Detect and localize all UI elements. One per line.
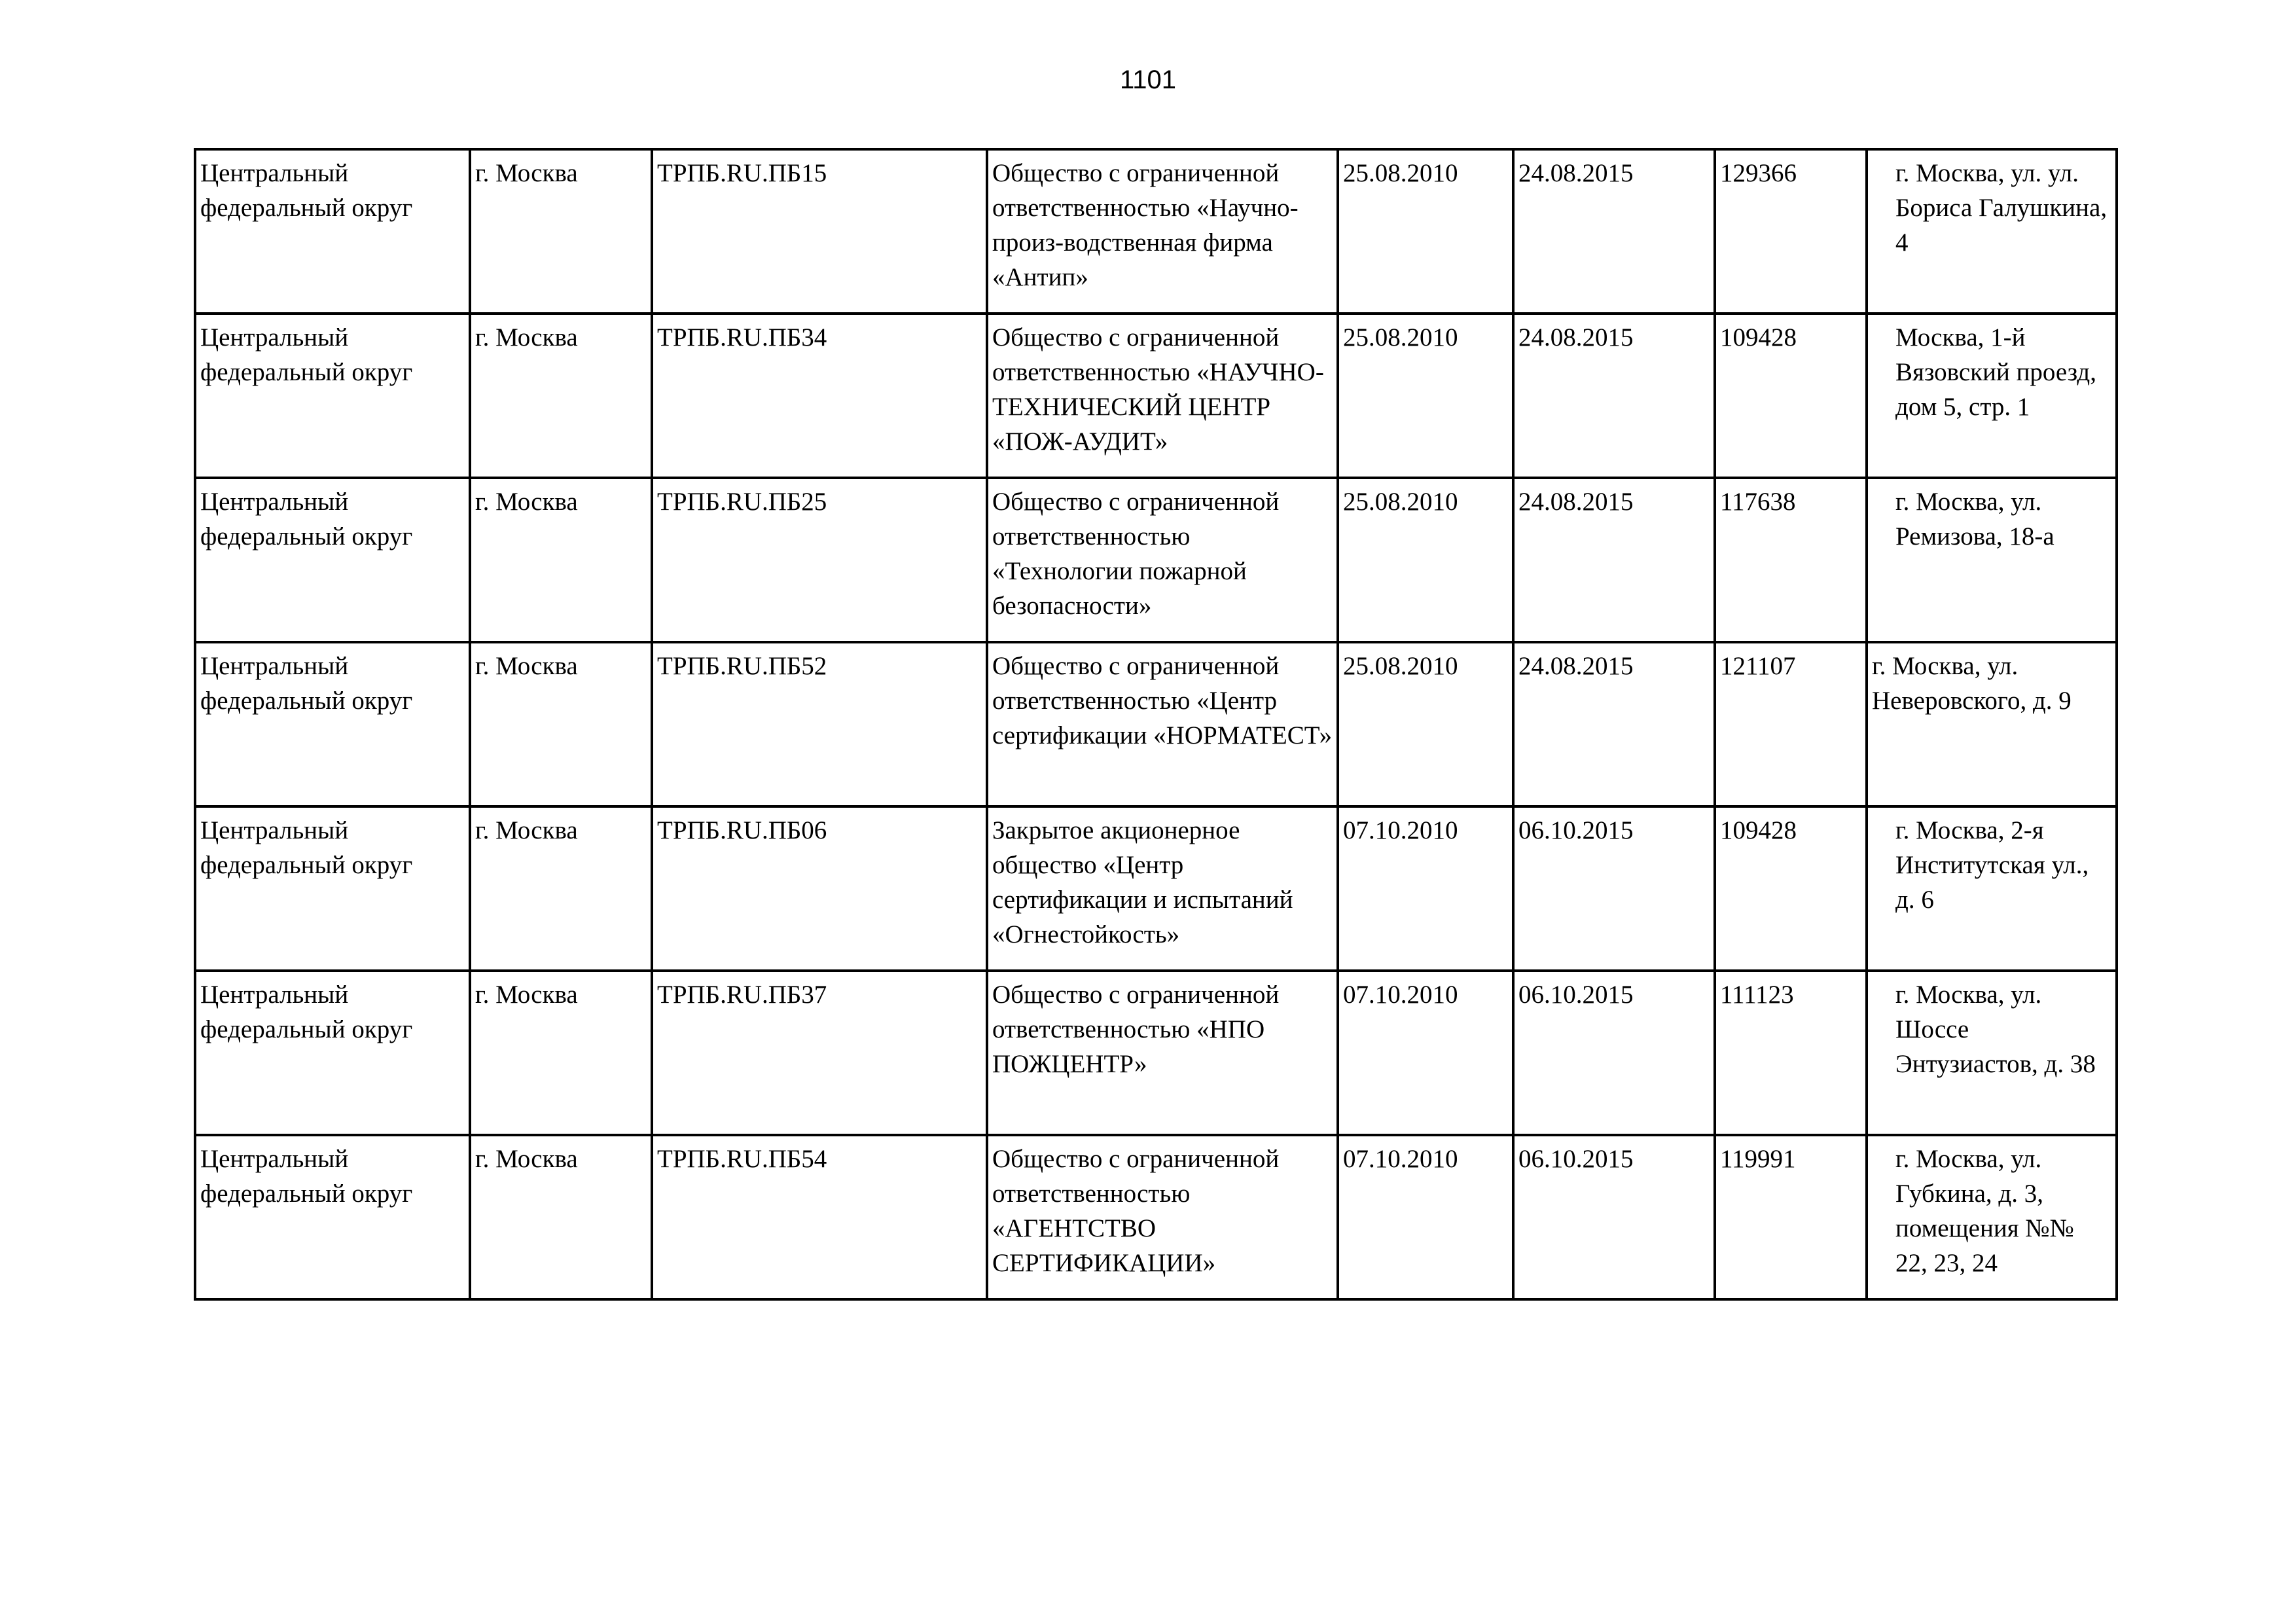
address-text: г. Москва, ул. Ремизова, 18-а	[1895, 488, 2054, 550]
expiry-date-cell: 24.08.2015	[1513, 314, 1715, 478]
postal-index-cell: 129366	[1715, 149, 1867, 314]
district-cell: Центральный федеральный округ	[195, 149, 470, 314]
expiry-date-cell: 24.08.2015	[1513, 642, 1715, 806]
address-cell	[1867, 314, 2117, 478]
issue-date-cell: 25.08.2010	[1338, 642, 1513, 806]
expiry-date-cell: 06.10.2015	[1513, 806, 1715, 971]
issue-date-cell: 25.08.2010	[1338, 149, 1513, 314]
postal-index-cell: 111123	[1715, 971, 1867, 1135]
table-row	[195, 806, 2117, 971]
district-cell: Центральный федеральный округ	[195, 806, 470, 971]
expiry-date-cell: 24.08.2015	[1513, 478, 1715, 642]
address-cell	[1867, 642, 2117, 806]
region-cell: г. Москва	[470, 806, 652, 971]
district-cell: Центральный федеральный округ	[195, 642, 470, 806]
page-number: 1101	[1119, 65, 1176, 94]
district-cell: Центральный федеральный округ	[195, 971, 470, 1135]
table-row	[195, 478, 2117, 642]
address-cell	[1867, 1135, 2117, 1299]
organization-cell: Общество с ограниченной ответственностью «Центр сертификации «НОРМАТЕСТ»	[987, 642, 1338, 806]
postal-index-cell: 109428	[1715, 314, 1867, 478]
address-cell	[1867, 149, 2117, 314]
table-row	[195, 314, 2117, 478]
region-cell: г. Москва	[470, 314, 652, 478]
district-cell: Центральный федеральный округ	[195, 478, 470, 642]
issue-date-cell: 25.08.2010	[1338, 478, 1513, 642]
address-text: г. Москва, 2-я Институтская ул., д. 6	[1895, 816, 2089, 914]
expiry-date-cell: 06.10.2015	[1513, 1135, 1715, 1299]
certificate-number-cell: ТРПБ.RU.ПБ06	[652, 806, 987, 971]
address-cell	[1867, 806, 2117, 971]
organization-cell: Общество с ограниченной ответственностью «Научно-произ-водственная фирма «Антип»	[987, 149, 1338, 314]
issue-date-cell: 07.10.2010	[1338, 806, 1513, 971]
postal-index-cell: 121107	[1715, 642, 1867, 806]
certificate-number-cell: ТРПБ.RU.ПБ37	[652, 971, 987, 1135]
expiry-date-cell: 06.10.2015	[1513, 971, 1715, 1135]
postal-index-cell: 117638	[1715, 478, 1867, 642]
organization-cell: Общество с ограниченной ответственностью «Технологии пожарной безопасности»	[987, 478, 1338, 642]
issue-date-cell: 07.10.2010	[1338, 971, 1513, 1135]
district-cell: Центральный федеральный округ	[195, 314, 470, 478]
issue-date-cell: 07.10.2010	[1338, 1135, 1513, 1299]
certificate-number-cell: ТРПБ.RU.ПБ25	[652, 478, 987, 642]
organization-cell: Общество с ограниченной ответственностью «АГЕНТСТВО СЕРТИФИКАЦИИ»	[987, 1135, 1338, 1299]
table-row	[195, 149, 2117, 314]
organization-cell: Закрытое акционерное общество «Центр сертификации и испытаний «Огнестойкость»	[987, 806, 1338, 971]
district-cell: Центральный федеральный округ	[195, 1135, 470, 1299]
region-cell: г. Москва	[470, 1135, 652, 1299]
address-text: г. Москва, ул. Неверовского, д. 9	[1872, 652, 2072, 715]
address-text: г. Москва, ул. Шоссе Энтузиастов, д. 38	[1895, 981, 2096, 1078]
table-row	[195, 971, 2117, 1135]
certificate-number-cell: ТРПБ.RU.ПБ54	[652, 1135, 987, 1299]
address-text: г. Москва, ул. ул. Бориса Галушкина, 4	[1895, 159, 2108, 257]
expiry-date-cell: 24.08.2015	[1513, 149, 1715, 314]
registry-table	[194, 148, 2118, 1301]
region-cell: г. Москва	[470, 971, 652, 1135]
postal-index-cell: 109428	[1715, 806, 1867, 971]
table-row	[195, 642, 2117, 806]
certificate-number-cell: ТРПБ.RU.ПБ15	[652, 149, 987, 314]
address-cell	[1867, 971, 2117, 1135]
region-cell: г. Москва	[470, 642, 652, 806]
table-row	[195, 1135, 2117, 1299]
issue-date-cell: 25.08.2010	[1338, 314, 1513, 478]
address-cell	[1867, 478, 2117, 642]
organization-cell: Общество с ограниченной ответственностью «НАУЧНО-ТЕХНИЧЕСКИЙ ЦЕНТР «ПОЖ-АУДИТ»	[987, 314, 1338, 478]
region-cell: г. Москва	[470, 478, 652, 642]
region-cell: г. Москва	[470, 149, 652, 314]
certificate-number-cell: ТРПБ.RU.ПБ34	[652, 314, 987, 478]
address-text: Москва, 1-й Вязовский проезд, дом 5, стр. 1	[1895, 323, 2096, 421]
certificate-number-cell: ТРПБ.RU.ПБ52	[652, 642, 987, 806]
address-text: г. Москва, ул. Губкина, д. 3, помещения №№ 22, 23, 24	[1895, 1145, 2074, 1277]
postal-index-cell: 119991	[1715, 1135, 1867, 1299]
organization-cell: Общество с ограниченной ответственностью «НПО ПОЖЦЕНТР»	[987, 971, 1338, 1135]
